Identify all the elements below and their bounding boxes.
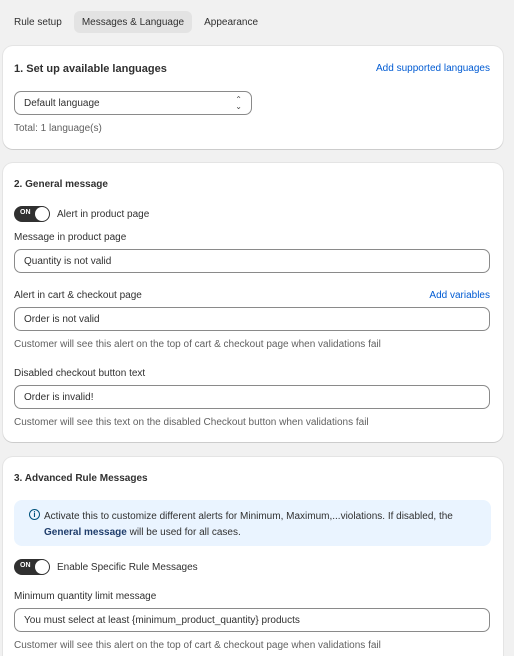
product-message-input[interactable] [14,249,490,273]
cart-alert-value: Order is not valid [24,313,100,325]
info-text-bold: General message [44,527,127,538]
product-alert-toggle[interactable] [14,206,50,222]
languages-card [3,46,503,149]
cart-alert-input[interactable] [14,307,490,331]
advanced-messages-title: 3. Advanced Rule Messages [14,473,148,484]
toggle-on-label: ON [20,562,31,569]
minimum-message-value: You must select at least {minimum_product_quantity} products [24,614,300,626]
general-message-card [3,163,503,442]
tab-bar [6,11,266,33]
info-text [44,509,484,541]
specific-messages-toggle[interactable] [14,559,50,575]
tab-rule-setup[interactable]: Rule setup [14,16,62,28]
cart-alert-label: Alert in cart & checkout page [14,290,142,301]
disabled-button-label: Disabled checkout button text [14,368,146,379]
disabled-button-help: Customer will see this text on the disabled Checkout button when validations fail [14,417,369,428]
languages-title: 1. Set up available languages [14,63,167,75]
language-select[interactable] [14,91,252,115]
product-message-label: Message in product page [14,232,127,243]
tab-appearance[interactable]: Appearance [204,16,259,28]
toggle-knob [35,560,49,574]
info-banner [14,500,491,546]
toggle-on-label: ON [20,209,31,216]
product-alert-label: Alert in product page [57,209,150,220]
general-message-title: 2. General message [14,179,108,190]
add-supported-languages-link[interactable]: Add supported languages [376,63,490,74]
toggle-knob [35,207,49,221]
tab-messages-language[interactable]: Messages & Language [74,11,192,33]
languages-total: Total: 1 language(s) [14,123,102,134]
minimum-message-help: Customer will see this alert on the top of cart & checkout page when validations fail [14,640,381,651]
info-icon: i [29,509,40,520]
minimum-message-input[interactable] [14,608,490,632]
cart-alert-help: Customer will see this alert on the top of cart & checkout page when validations fail [14,339,381,350]
info-text-part1: Activate this to customize different alerts for Minimum, Maximum,...violations. If disabled, the [44,511,453,522]
info-text-part2: will be used for all cases. [126,527,241,538]
language-select-value: Default language [24,97,100,109]
disabled-button-input[interactable] [14,385,490,409]
add-variables-link[interactable]: Add variables [429,290,490,301]
product-message-value: Quantity is not valid [24,255,112,267]
minimum-message-label: Minimum quantity limit message [14,591,157,602]
disabled-button-value: Order is invalid! [24,391,94,403]
select-chevron-icon: ⌃ ⌄ [235,95,242,111]
specific-messages-label: Enable Specific Rule Messages [57,562,198,573]
advanced-messages-card [3,457,503,656]
